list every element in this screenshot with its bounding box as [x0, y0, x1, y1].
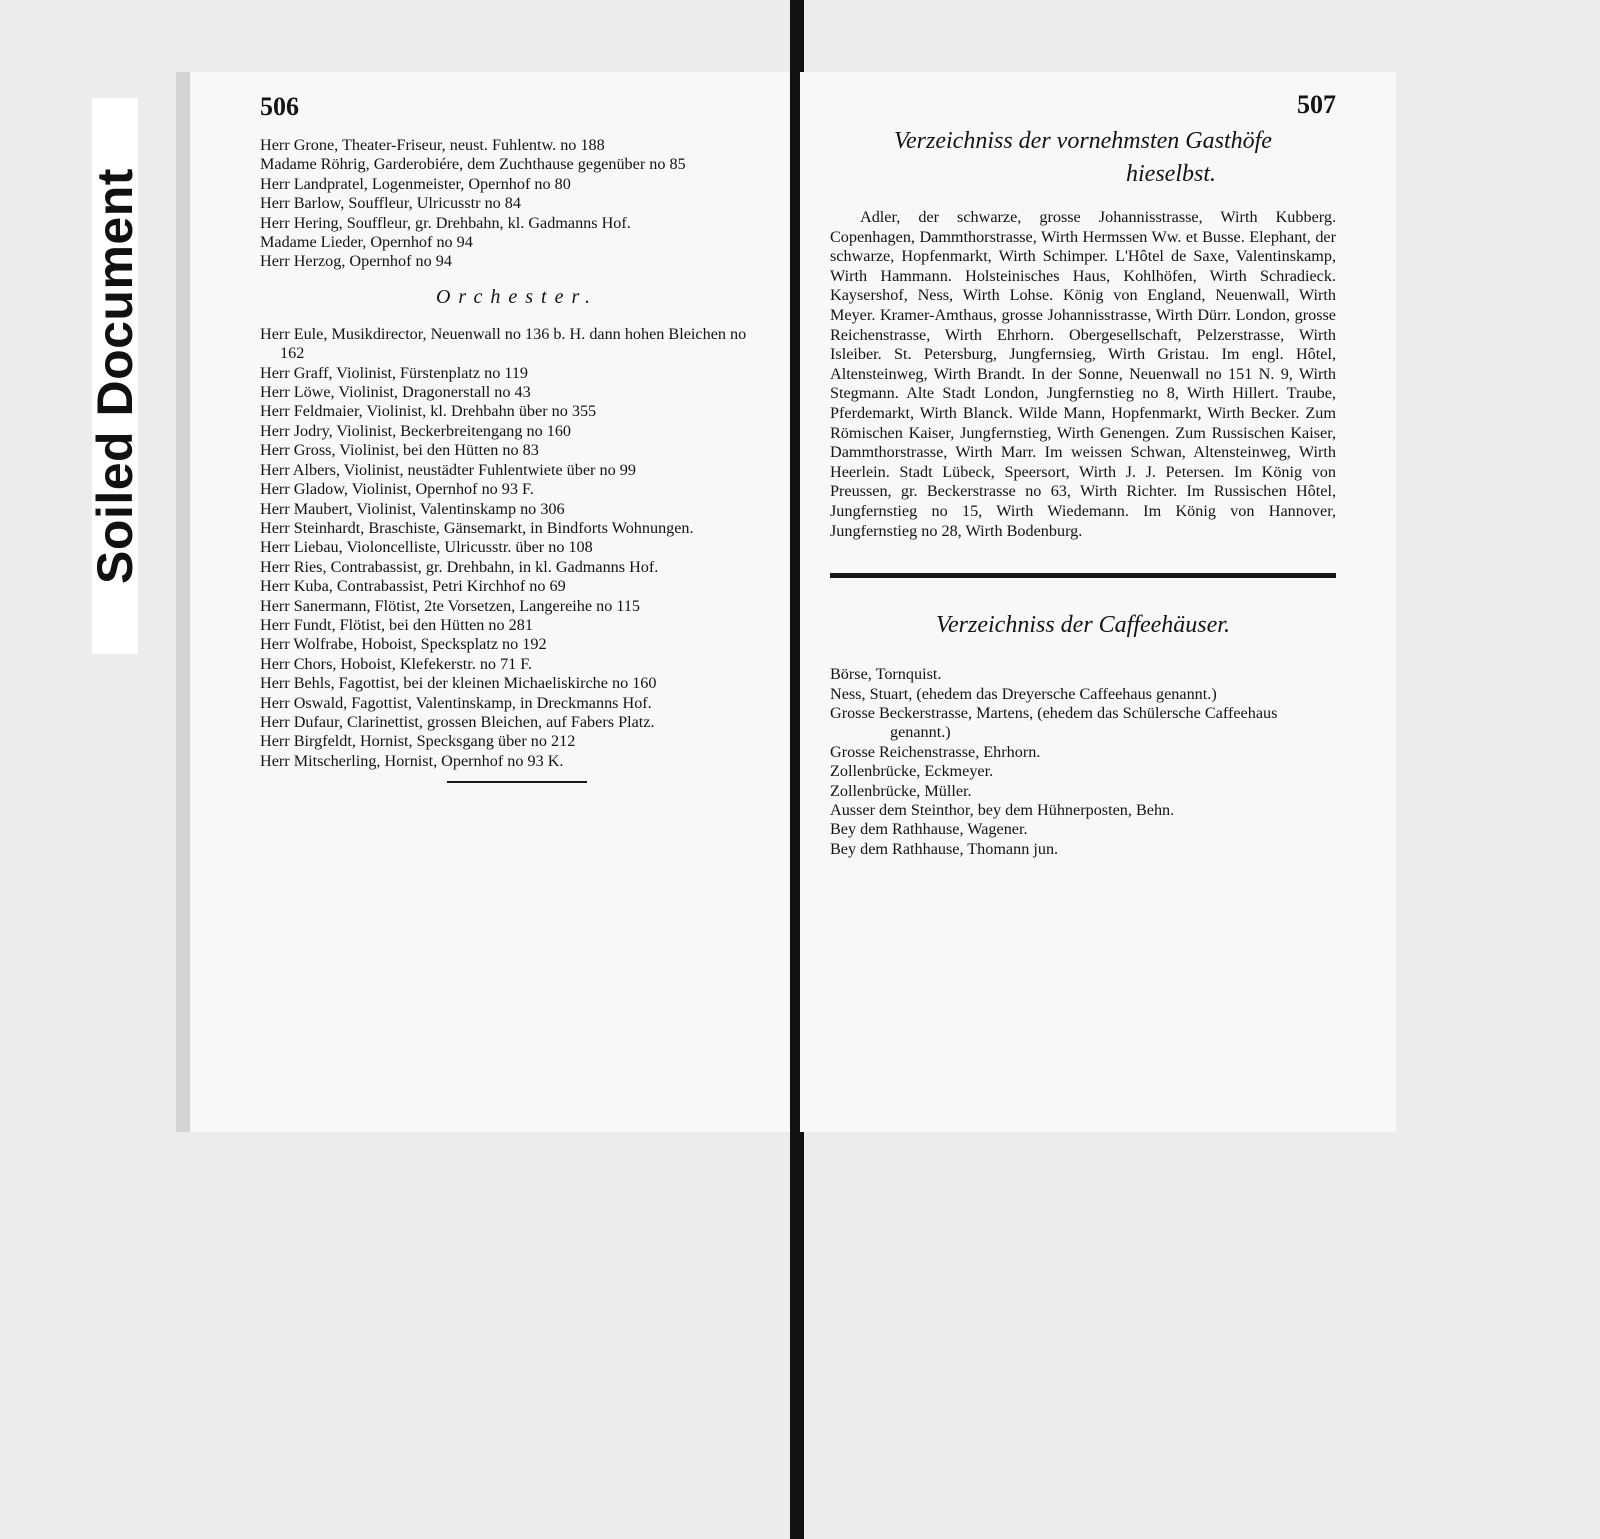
list-entry: Herr Ries, Contrabassist, gr. Drehbahn, in kl. Gadmanns Hof.	[260, 557, 659, 576]
list-entry: Herr Herzog, Opernhof no 94	[260, 252, 452, 271]
list-entry: Grosse Reichenstrasse, Ehrhorn.	[830, 742, 1041, 761]
list-entry: Herr Sanermann, Flötist, 2te Vorsetzen, Langereihe no 115	[260, 596, 641, 615]
list-entry: Herr Hering, Souffleur, gr. Drehbahn, kl. Gadmanns Hof.	[260, 213, 631, 232]
page-number-right: 507	[1297, 90, 1336, 119]
list-entry: Herr Feldmaier, Violinist, kl. Drehbahn über no 355	[260, 402, 597, 421]
cafe-heading: Verzeichniss der Caffeehäuser.	[936, 612, 1230, 639]
list-entry: Herr Wolfrabe, Hoboist, Specksplatz no 192	[260, 635, 547, 654]
list-entry: Herr Chors, Hoboist, Klefekerstr. no 71 F.	[260, 654, 533, 673]
list-entry: Herr Liebau, Violoncelliste, Ulricusstr. über no 108	[260, 538, 593, 557]
list-entry: Börse, Tornquist.	[830, 665, 942, 684]
cafe-list	[830, 665, 1336, 859]
page-number-left: 506	[260, 92, 299, 121]
list-entry: Herr Dufaur, Clarinettist, grossen Bleichen, auf Fabers Platz.	[260, 712, 655, 731]
list-entry: Bey dem Rathhause, Wagener.	[830, 820, 1028, 839]
list-entry: Herr Mitscherling, Hornist, Opernhof no 93 K.	[260, 751, 564, 770]
book-spread	[176, 72, 1396, 1132]
list-entry: Herr Gross, Violinist, bei den Hütten no 83	[260, 441, 539, 460]
list-entry: Herr Barlow, Souffleur, Ulricusstr no 84	[260, 194, 521, 213]
end-rule	[447, 781, 587, 783]
staff-list	[260, 136, 774, 272]
left-page	[176, 72, 794, 1132]
list-entry: Ness, Stuart, (ehedem das Dreyersche Caffeehaus genannt.)	[830, 684, 1217, 703]
hotel-heading-continued: hieselbst.	[1126, 161, 1216, 187]
hotel-heading: Verzeichniss der vornehmsten Gasthöfe	[894, 128, 1272, 154]
section-title-orchester: Orchester.	[435, 285, 599, 308]
document-label	[87, 98, 143, 654]
list-entry: Herr Maubert, Violinist, Valentinskamp no 306	[260, 499, 565, 518]
list-entry: Herr Eule, Musikdirector, Neuenwall no 136 b. H. dann hohen Bleichen no 162	[260, 324, 747, 363]
list-entry: Ausser dem Steinthor, bey dem Hühnerposten, Behn.	[830, 800, 1175, 819]
list-entry: Herr Gladow, Violinist, Opernhof no 93 F.	[260, 480, 534, 499]
list-entry: Herr Behls, Fagottist, bei der kleinen Michaeliskirche no 160	[260, 674, 657, 693]
list-entry: Herr Albers, Violinist, neustädter Fuhlentwiete über no 99	[260, 460, 636, 479]
list-entry: Grosse Beckerstrasse, Martens, (ehedem das Schülersche Caffeehaus genannt.)	[830, 703, 1278, 742]
list-entry: Herr Kuba, Contrabassist, Petri Kirchhof no 69	[260, 577, 566, 596]
hotel-list-paragraph: Adler, der schwarze, grosse Johannisstrasse, Wirth Kubberg. Copenhagen, Dammthorstrasse, Wirth Hermssen Ww. et Busse. Elephant, der schwarze, Hopfenmarkt, Wirth Schimper. L'Hôtel de Saxe, Valentinskamp, Wirth Hammann. Holsteinisches Haus, Kohlhöfen, Wirth Schradieck. Kaysershof, Ness, Wirth Lohse. König von England, Neuenwall, Wirth Meyer. Kramer-Amthaus, grosse Johannisstrasse, Wirth Dürr. London, grosse Reichenstrasse, Wirth Ehrhorn. Obergesellschaft, Pelzerstrasse, Wirth Isleiber. St. Petersburg, Jungfernsieg, Wirth Gristau. Im engl. Hôtel, Altensteinweg, Wirth Brandt. In der Sonne, Neuenwall no 151 N. 9, Wirth Stegmann. Alte Stadt London, Jungfernstieg no 8, Wirth Hillert. Traube, Pferdemarkt, Wirth Blanck. Wilde Mann, Hopfenmarkt, Wirth Becker. Zum Römischen Kaiser, Jungfernstieg, Wirth Genengen. Zum Russischen Kaiser, Dammthorstrasse, Wirth Marr. Im weissen Schwan, Altensteinweg, Wirth Heerlein. Stadt Lübeck, Speersort, Wirth J. J. Petersen. Im König von Preussen, gr. Beckerstrasse no 63, Wirth Richter. Im Russischen Hôtel, Jungfernstieg no 15, Wirth Wiedemann. Im König von Hannover, Jungfernstieg no 28, Wirth Bodenburg.	[830, 208, 1336, 540]
list-entry: Herr Landpratel, Logenmeister, Opernhof no 80	[260, 174, 571, 193]
list-entry: Madame Röhrig, Garderobiére, dem Zuchthause gegenüber no 85	[260, 155, 686, 174]
list-entry: Herr Fundt, Flötist, bei den Hütten no 281	[260, 615, 533, 634]
list-entry: Herr Steinhardt, Braschiste, Gänsemarkt, in Bindforts Wohnungen.	[260, 518, 694, 537]
list-entry: Herr Jodry, Violinist, Beckerbreitengang no 160	[260, 421, 572, 440]
list-entry: Zollenbrücke, Eckmeyer.	[830, 762, 994, 781]
list-entry: Zollenbrücke, Müller.	[830, 781, 972, 800]
list-entry: Bey dem Rathhause, Thomann jun.	[830, 839, 1059, 858]
list-entry: Herr Graff, Violinist, Fürstenplatz no 119	[260, 363, 529, 382]
section-divider	[830, 573, 1336, 578]
list-entry: Herr Grone, Theater-Friseur, neust. Fuhlentw. no 188	[260, 136, 605, 154]
orchestra-list	[260, 325, 774, 771]
list-entry: Herr Oswald, Fagottist, Valentinskamp, in Dreckmanns Hof.	[260, 693, 652, 712]
list-entry: Herr Birgfeldt, Hornist, Specksgang über no 212	[260, 732, 576, 751]
list-entry: Herr Löwe, Violinist, Dragonerstall no 43	[260, 383, 531, 402]
list-entry: Madame Lieder, Opernhof no 94	[260, 233, 473, 252]
right-page	[800, 72, 1396, 1132]
document-label-text: Soiled Document	[87, 168, 143, 584]
